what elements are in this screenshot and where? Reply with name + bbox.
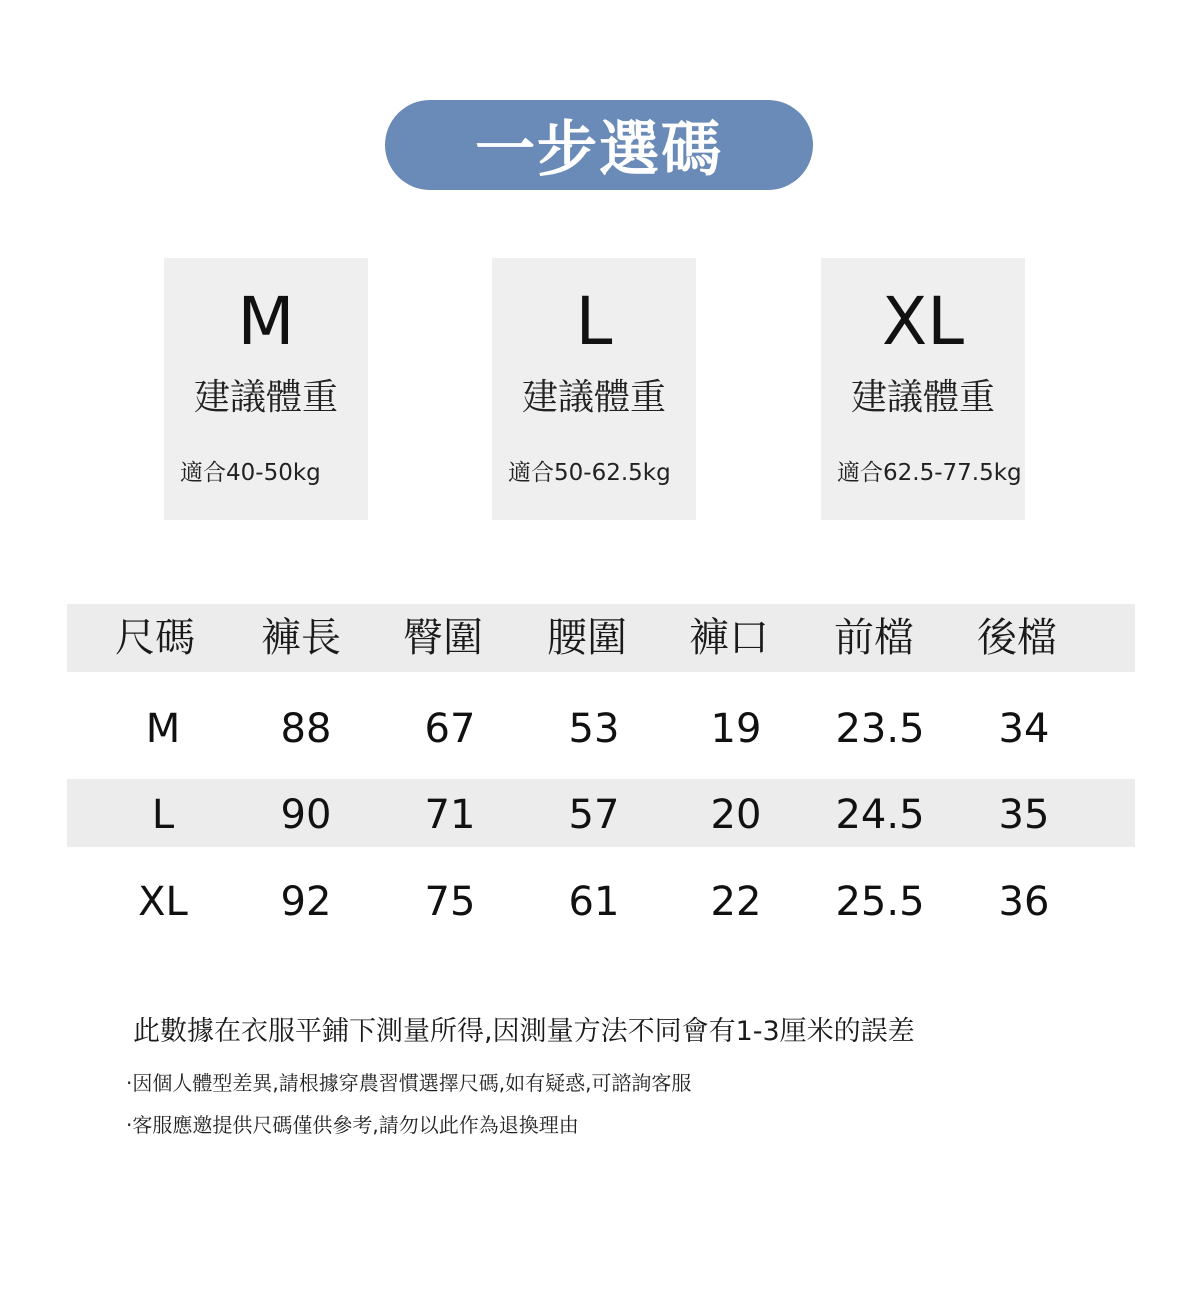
table-cell: 71 — [424, 792, 476, 838]
table-cell: 35 — [998, 792, 1050, 838]
size-card-label: 建議體重 — [521, 377, 666, 418]
table-cell: L — [151, 792, 175, 838]
table-header-cell: 前檔 — [834, 615, 914, 661]
table-cell: 24.5 — [835, 792, 925, 838]
size-card-l — [492, 258, 696, 520]
table-cell: 23.5 — [835, 706, 925, 752]
table-cell: 92 — [280, 879, 332, 925]
table-header-cell: 尺碼 — [115, 615, 195, 661]
size-card-label: 建議體重 — [193, 377, 338, 418]
table-cell: 88 — [280, 706, 332, 752]
table-row — [0, 781, 1185, 849]
table-cell: 90 — [280, 792, 332, 838]
disclaimer-line: ·因個人體型差異,請根據穿農習慣選擇尺碼,如有疑惑,可諮詢客服 — [126, 1071, 692, 1095]
title-banner — [385, 100, 813, 190]
table-row — [0, 695, 1185, 763]
page-title: 一步選碼 — [475, 115, 723, 185]
table-cell: 22 — [710, 879, 762, 925]
table-cell: 57 — [568, 792, 620, 838]
table-cell: XL — [138, 879, 188, 925]
size-card-letter: L — [575, 283, 613, 360]
table-header-cell: 腰圍 — [547, 615, 627, 661]
table-cell: 61 — [568, 879, 620, 925]
size-card-m — [164, 258, 368, 520]
size-card-letter: XL — [882, 283, 964, 360]
table-row — [0, 868, 1185, 936]
table-cell: 53 — [568, 706, 620, 752]
table-cell: M — [145, 706, 181, 752]
disclaimer-line: ·客服應邀提供尺碼僅供參考,請勿以此作為退換理由 — [126, 1113, 579, 1137]
table-cell: 75 — [424, 879, 476, 925]
size-card-letter: M — [237, 283, 295, 360]
table-cell: 25.5 — [835, 879, 925, 925]
measurement-note: 此數據在衣服平鋪下測量所得,因測量方法不同會有1-3厘米的誤差 — [133, 1016, 915, 1047]
table-cell: 67 — [424, 706, 476, 752]
table-header-cell: 臀圍 — [403, 615, 483, 661]
size-card-weight: 適合62.5-77.5kg — [837, 460, 1022, 486]
table-cell: 36 — [998, 879, 1050, 925]
size-card-xl — [821, 258, 1025, 520]
table-header-cell: 褲口 — [689, 615, 769, 661]
table-cell: 20 — [710, 792, 762, 838]
size-card-label: 建議體重 — [850, 377, 995, 418]
size-card-weight: 適合50-62.5kg — [508, 460, 671, 486]
table-header-row — [0, 604, 1185, 672]
table-header-cell: 褲長 — [261, 615, 341, 661]
size-card-weight: 適合40-50kg — [180, 460, 321, 486]
table-header-cell: 後檔 — [977, 615, 1057, 661]
table-cell: 19 — [710, 706, 762, 752]
table-cell: 34 — [998, 706, 1050, 752]
